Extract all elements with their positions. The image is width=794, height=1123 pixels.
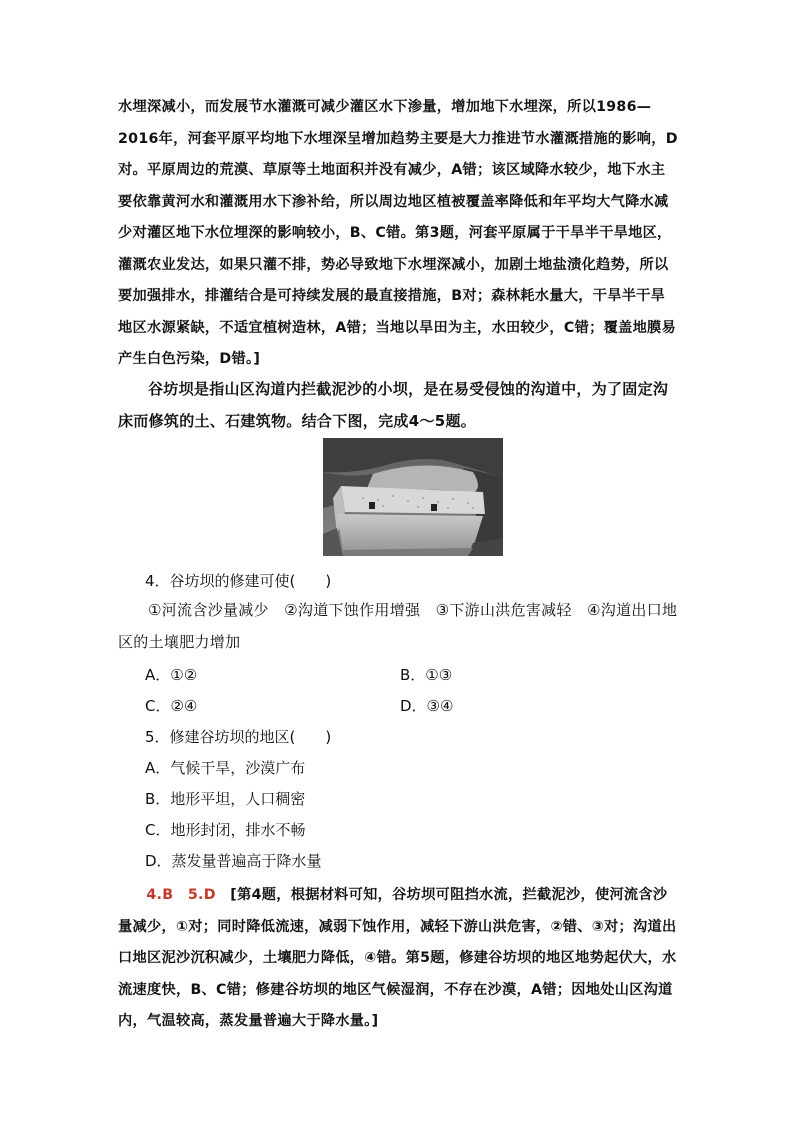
previous-explanation: 水埋深减小，而发展节水灌溉可减少灌区水下渗量，增加地下水埋深，所以1986—2016年，河套平原平均地下水埋深呈增加趋势主要是大力推进节水灌溉措施的影响，D对。平原周边的荒漠、草原等土地面积并没有减少，A错；该区域降水较少，地下水主要依靠黄河水和灌溉用水下渗补给，所以周边地区植被覆盖率降低和年平均大气降水减少对灌区地下水位埋深的影响较小，B、C错。第3题，河套平原属于干旱半干旱地区，灌溉农业发达，如果只灌不排，势必导致地下水埋深减小，加剧土地盐渍化趋势，所以要加强排水，排灌结合是可持续发展的最直接措施，B对；森林耗水量大，干旱半干旱地区水源紧缺，不适宜植树造林，A错；当地以旱田为主，水田较少，C错；覆盖地膜易产生白色污染，D错。] [118,99,678,367]
q5-option-c[interactable]: C．地形封闭，排水不畅 [145,821,306,839]
q5-option-b[interactable]: B．地形平坦，人口稠密 [145,790,306,808]
check-dam-photo [323,438,503,556]
q5-option-a[interactable]: A．气候干旱，沙漠广布 [145,759,306,777]
question-intro: 谷坊坝是指山区沟道内拦截泥沙的小坝，是在易受侵蚀的沟道中，为了固定沟床而修筑的土、石建筑物。结合下图，完成4～5题。 [118,380,669,430]
check-dam-image [323,438,503,556]
question-4-stem: 4．谷坊坝的修建可使( ) [145,572,332,590]
q5-option-d[interactable]: D．蒸发量普遍高于降水量 [145,852,322,870]
answer-key: 4.B 5.D [146,887,216,903]
q4-option-a[interactable]: A．①② [145,666,198,684]
answer-explanation [118,880,678,1038]
q4-option-b[interactable]: B．①③ [400,666,453,684]
answer-text: [第4题，根据材料可知，谷坊坝可阻挡水流，拦截泥沙，使河流含沙量减少，①对；同时降低流速，减弱下蚀作用，减轻下游山洪危害，②错、③对；沟道出口地区泥沙沉积减少，土壤肥力降低，④错。第5题，修建谷坊坝的地区地势起伏大，水流速度快，B、C错；修建谷坊坝的地区气候湿润，不存在沙漠，A错；因地处山区沟道内，气温较高，蒸发量普遍大于降水量。] [118,887,677,1029]
question-5-stem: 5．修建谷坊坝的地区( ) [145,728,332,746]
q4-option-d[interactable]: D．③④ [400,697,454,715]
q4-option-c[interactable]: C．②④ [145,697,198,715]
question-4-statements: ①河流含沙量减少 ②沟道下蚀作用增强 ③下游山洪危害减轻 ④沟道出口地区的土壤肥力增加 [118,601,678,651]
